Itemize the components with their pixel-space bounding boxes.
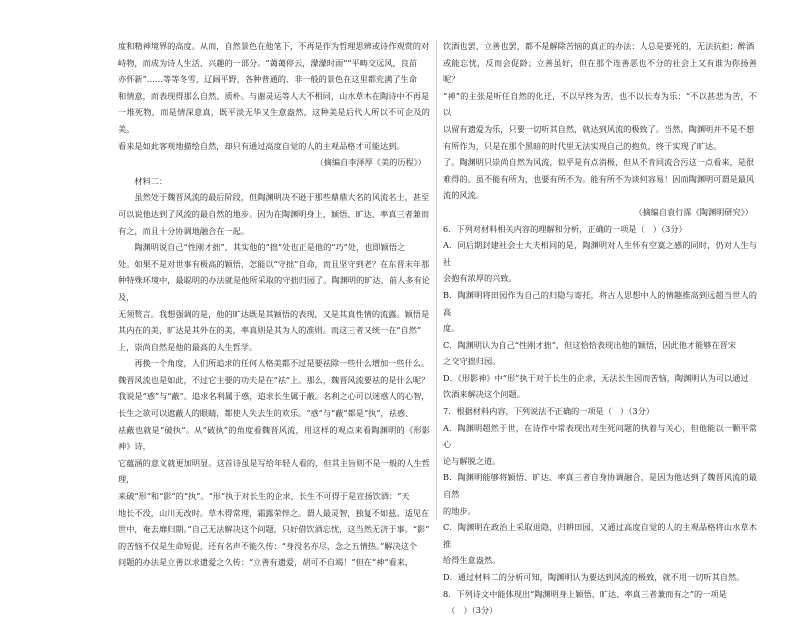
left-text-line: 无须赘言。我想强调的是，他的旷达既是其颖悟的表现，又是其真性情的流露。颖悟是 (118, 308, 430, 319)
left-text-line: 我说是“惑”与“蔽”。追求名利属于惑，追求长生属于蔽。名利之心可以迷惑人的心智， (118, 391, 430, 402)
right-text-line: C．陶渊明在政治上采取退隐，归耕田园，又通过高度自觉的人的主观品格将山水草木推 (443, 522, 757, 549)
left-text-line: 魏晋风流也是如此，不过它主要的功夫是在“祛”上。那么，魏晋风流要祛的是什么呢？ (118, 374, 430, 385)
right-text-line: 了。陶渊明只崇尚自然为风流，似乎是有点消极，但从不肯同流合污这一点看来，是很 (443, 157, 755, 168)
right-text-line: 度。 (443, 323, 460, 334)
right-text-line: 饮酒来解决这个问题。 (443, 389, 525, 400)
left-text-line: 虽然处于魏晋风流的最后阶段，但陶渊明决不逊于那些鼎鼎大名的风流名士，甚至 (134, 192, 430, 203)
right-text-line: C．陶渊明认为自己“性刚才拙”，但这恰恰表现出他的颖悟，因此他才能够在晋宋 (443, 339, 737, 350)
right-text-line: 6．下列对材料相关内容的理解和分析，正确的一项是（ ）（3分） (443, 223, 687, 234)
left-text-line: 世中，奄去靡归期。”自己无法解决这个问题，只好借饮酒忘忧，这当然无济于事。“影” (118, 524, 430, 535)
right-text-line: D．《形影神》中“形”执于对于长生的企求，无法长生因而苦恼，陶渊明认为可以通过 (443, 372, 749, 383)
left-text-line: 亦怀新”……等等冬雪，辽阔平野，各种普通的、非一般的景色在这里都充满了生命 (118, 74, 417, 85)
left-text-line: 的苦恼不仅是生命短促，还有名声不能久传：“身没名亦尽，念之五情热。”解决这个 (118, 540, 418, 551)
right-text-line: 或能忘忧，反而会促龄；立善虽好，但在那个连善恶也不分的社会上又有谁为你扬善呢？ (443, 57, 757, 85)
right-text-line: 7．根据材料内容，下列说法不正确的一项是（ ）（3分） (443, 406, 655, 417)
left-text-line: 度和精神境界的高度。从而，自然景色在他笔下，不再是作为哲理思辨或诗作观赏的对 (118, 41, 430, 51)
right-text-line: 之交守拙归园。 (443, 356, 501, 367)
right-text-line: 饮酒也罢，立善也罢，都不是解除苦恼的真正的办法：人总是要死的，无法抗拒；醉酒 (443, 41, 755, 51)
left-text-line: 祛蔽也就是“破执”。从“破执”的角度看魏晋风流，用这样的观点来看陶渊明的《形影神》诗， (118, 424, 430, 452)
right-text-line: 给得生意盎然。 (443, 555, 501, 566)
right-text-line: B．陶渊明能够将颖悟、旷达、率真三者自身协调融合，是因为他达到了魏晋风流的最自然 (443, 472, 757, 500)
right-text-line: A．同后期封建社会士大夫相同的是，陶渊明对人生怀有空寞之感的同时，仍对人生与社 (443, 240, 757, 267)
left-text-line: 问题的办法是立善以求遗爱之久传：“立善有遗爱，胡可不自竭！”但在“神”看来， (118, 557, 414, 568)
right-text-line: 会抱有浓厚的兴致。 (443, 273, 517, 284)
right-text-line: 8．下列诗文中能体现出“陶渊明身上颖悟、旷达、率真三者兼而有之”的一项是 (443, 588, 727, 599)
left-text-line: 再换一个角度，人们所追求的任何人格美都不过是要祛除一些什么增加一些什么。 (134, 358, 430, 369)
right-text-line: 的地步。 (443, 505, 476, 516)
right-text-line: 难得的。虽不能有所为，也要有所不为。能有所不为谈何容易！因而陶渊明可谓是最风 (443, 173, 755, 184)
left-text-line: （摘编自李泽厚《美的历程》） (315, 157, 426, 168)
left-text-line: 处。如果不是对世事有极高的颖悟，怎能以“守拙”自命，而且坚守到老？在东晋末年那 (118, 258, 430, 269)
column-divider (436, 40, 437, 520)
left-column (118, 38, 430, 571)
left-text-line: 材料二： (134, 175, 168, 186)
right-text-line: （ ）（3分） (443, 605, 498, 616)
right-text-line: B．陶渊明将田园作为自己的归隐与寄托，将古人思想中人的情趣推高到远超当世人的高 (443, 289, 757, 317)
right-text-line: 有所作为，只是在那个黑暗的时代里无法实现自己的抱负，终于实现了旷达。 (443, 140, 722, 151)
left-text-line: 和情意，而表现得那么自然、质朴。与谢灵运等人大不相同，山水草木在陶诗中不再是 (118, 90, 430, 101)
left-text-line: 长生之欲可以遮蔽人的眼睛，都使人失去生的欢乐。“惑”与“蔽”都是“执”，祛惑、 (118, 408, 414, 419)
right-text-line: “神”的主张是听任自然的化迁，不以早终为苦，也不以长寿为乐：“不以甚悲为苦，不以 (443, 90, 757, 118)
left-text-line: 地长不没，山川无改时。草木得常理，霜露荣悴之。谓人最灵智，独复不如兹。适见在 (118, 507, 430, 518)
right-text-line: 以留有遗爱为乐，只要一切听其自然，就达到风流的极致了。当然，陶渊明并不是不想 (443, 123, 755, 134)
right-text-line: A．陶渊明超然于世，在诗作中常表现出对生死问题的执着与关心，但他能以一颗平常心 (443, 422, 757, 450)
left-text-line: 种特殊环境中，最聪明的办法就是他所采取的守拙归园了。陶渊明的旷达，前人多有论及， (118, 275, 430, 302)
left-text-line: 上，崇尚自然是他的最高的人生哲学。 (118, 341, 258, 352)
left-text-line: 陶渊明说自己“性刚才拙”，其实他的“拙”处也正是他的“巧”处，也即颖悟之 (134, 242, 406, 253)
left-text-line: 它蕴涵的意义就更加明显。这首诗虽是写给年轻人看的，但其主旨则不是一般的人生哲理， (118, 457, 430, 485)
right-text-line: 流的风流。 (443, 190, 484, 201)
right-text-line: 论与解脱之道。 (443, 455, 501, 466)
left-text-line: 其内在的美，旷达是其外在的美，率真则是其为人的准则。而这三者又统一在“自然” (118, 325, 422, 336)
right-column (443, 38, 757, 619)
left-text-line: 有之，而且十分协调地融合在一起。 (118, 225, 250, 236)
right-text-line: D．通过材料二的分析可知，陶渊明认为要达到风流的极致，就不用一切听其自然。 (443, 572, 745, 582)
right-text-line: （摘编自袁行霈《陶渊明研究》） (634, 206, 753, 217)
left-text-line: 来破“形”和“影”的“执”。“形”执于对长生的企求，长生不可得于是宣扬饮酒：“天 (118, 491, 410, 502)
left-text-line: 可以说他达到了风流的最自然的地步。因为在陶渊明身上，颖悟、旷达、率真三者兼而 (118, 208, 430, 219)
left-text-line: 峙物，而成为诗人生活、兴趣的一部分。“蔼蔼停云，濛濛时雨”“平畴交远风，良苗 (118, 57, 418, 68)
left-text-line: 看来是如此客观地描绘自然，却只有通过高度自觉的人的主观品格才可能达到。 (118, 140, 405, 151)
left-text-line: 一堆死物，而是情深意真，既平淡无华又生意盎然，这种美是后代人所以不可企及的美。 (118, 107, 430, 134)
